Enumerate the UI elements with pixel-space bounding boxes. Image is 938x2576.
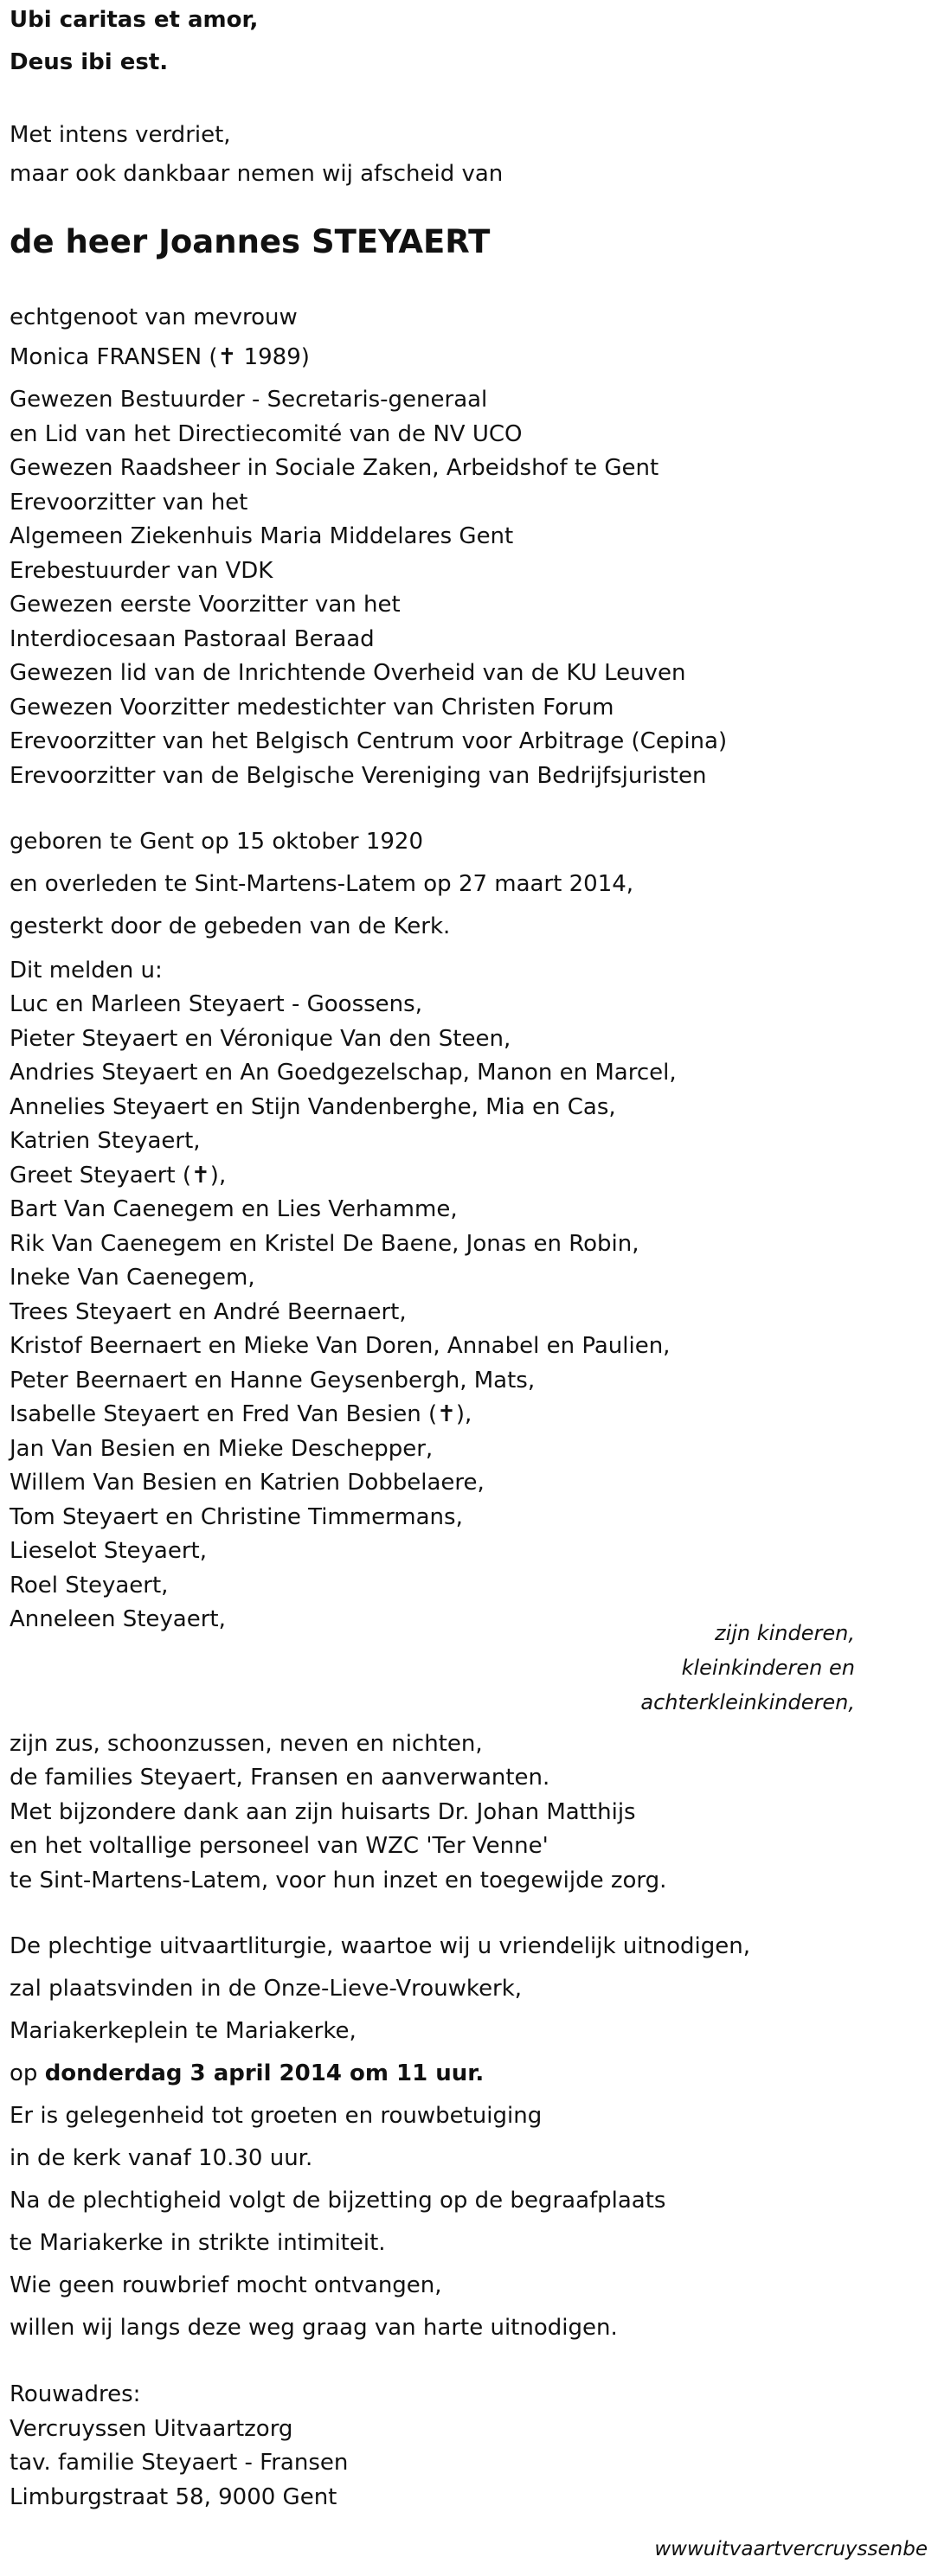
relatives-line: de families Steyaert, Fransen en aanverwanten. <box>10 1765 550 1791</box>
function-line: Algemeen Ziekenhuis Maria Middelares Gent <box>10 523 514 549</box>
function-line: Erevoorzitter van het <box>10 490 248 516</box>
family-line: Anneleen Steyaert, <box>10 1606 226 1632</box>
greeting-line: in de kerk vanaf 10.30 uur. <box>10 2145 313 2171</box>
function-line: Gewezen Raadsheer in Sociale Zaken, Arbeidshof te Gent <box>10 455 659 481</box>
function-line: Gewezen eerste Voorzitter van het <box>10 592 401 618</box>
family-line: Andries Steyaert en An Goedgezelschap, Manon en Marcel, <box>10 1060 677 1086</box>
spouse-line-2: Monica FRANSEN (✝ 1989) <box>10 344 310 370</box>
family-line: Ineke Van Caenegem, <box>10 1265 255 1291</box>
thanks-line: en het voltallige personeel van WZC 'Ter Venne' <box>10 1833 549 1859</box>
function-line: Gewezen lid van de Inrichtende Overheid van de KU Leuven <box>10 660 686 686</box>
function-line: Erevoorzitter van de Belgische Vereniging van Bedrijfsjuristen <box>10 763 707 789</box>
family-line: Pieter Steyaert en Véronique Van den Steen, <box>10 1026 511 1052</box>
intro-line-2: maar ook dankbaar nemen wij afscheid van <box>10 161 504 187</box>
invitation-line: willen wij langs deze weg graag van harte uitnodigen. <box>10 2315 618 2341</box>
family-line: Bart Van Caenegem en Lies Verhamme, <box>10 1196 458 1222</box>
function-line: en Lid van het Directiecomité van de NV UCO <box>10 421 523 447</box>
family-line: Willem Van Besien en Katrien Dobbelaere, <box>10 1470 485 1496</box>
intro-line-1: Met intens verdriet, <box>10 122 231 148</box>
function-line: Erevoorzitter van het Belgisch Centrum voor Arbitrage (Cepina) <box>10 728 728 754</box>
family-line: Rik Van Caenegem en Kristel De Baene, Jonas en Robin, <box>10 1231 639 1257</box>
family-line: Jan Van Besien en Mieke Deschepper, <box>10 1436 434 1462</box>
family-line: Kristof Beernaert en Mieke Van Doren, Annabel en Paulien, <box>10 1333 671 1359</box>
family-line: Annelies Steyaert en Stijn Vandenberghe, Mia en Cas, <box>10 1094 616 1120</box>
church-line: gesterkt door de gebeden van de Kerk. <box>10 913 451 939</box>
invitation-line: Wie geen rouwbrief mocht ontvangen, <box>10 2272 442 2298</box>
relation-line-1: zijn kinderen, <box>714 1621 855 1645</box>
address-line: Vercruyssen Uitvaartzorg <box>10 2416 293 2442</box>
funeral-line: zal plaatsvinden in de Onze-Lieve-Vrouwkerk, <box>10 1976 523 2002</box>
thanks-line: Met bijzondere dank aan zijn huisarts Dr. Johan Matthijs <box>10 1799 636 1825</box>
family-line: Isabelle Steyaert en Fred Van Besien (✝), <box>10 1401 472 1427</box>
family-line: Roel Steyaert, <box>10 1573 169 1599</box>
function-line: Gewezen Bestuurder - Secretaris-generaal <box>10 387 488 413</box>
funeral-date: donderdag 3 april 2014 om 11 uur. <box>44 2060 485 2086</box>
family-line: Luc en Marleen Steyaert - Goossens, <box>10 991 422 1017</box>
deceased-name: de heer Joannes STEYAERT <box>10 223 491 260</box>
motto-line-2: Deus ibi est. <box>10 49 169 75</box>
family-line: Peter Beernaert en Hanne Geysenbergh, Mats, <box>10 1368 536 1394</box>
spouse-line-1: echtgenoot van mevrouw <box>10 304 298 330</box>
greeting-line: Er is gelegenheid tot groeten en rouwbetuiging <box>10 2103 543 2129</box>
burial-line: Na de plechtigheid volgt de bijzetting op de begraafplaats <box>10 2188 666 2214</box>
family-intro: Dit melden u: <box>10 958 163 984</box>
thanks-line: te Sint-Martens-Latem, voor hun inzet en toegewijde zorg. <box>10 1868 667 1894</box>
funeral-line: De plechtige uitvaartliturgie, waartoe wij u vriendelijk uitnodigen, <box>10 1933 751 1959</box>
function-line: Erebestuurder van VDK <box>10 558 273 584</box>
relation-line-2: kleinkinderen en <box>681 1656 855 1680</box>
website-link[interactable]: wwwuitvaartvercruyssenbe <box>654 2538 928 2560</box>
function-line: Interdiocesaan Pastoraal Beraad <box>10 626 375 652</box>
funeral-line: Mariakerkeplein te Mariakerke, <box>10 2018 357 2044</box>
funeral-date-prefix: op <box>10 2060 45 2086</box>
function-line: Gewezen Voorzitter medestichter van Christen Forum <box>10 695 614 721</box>
address-line: tav. familie Steyaert - Fransen <box>10 2450 349 2476</box>
address-line: Limburgstraat 58, 9000 Gent <box>10 2484 337 2510</box>
burial-line: te Mariakerke in strikte intimiteit. <box>10 2230 386 2256</box>
family-line: Katrien Steyaert, <box>10 1128 201 1154</box>
funeral-date-line <box>10 2060 484 2086</box>
death-line: en overleden te Sint-Martens-Latem op 27 maart 2014, <box>10 871 634 897</box>
motto-line-1: Ubi caritas et amor, <box>10 7 259 33</box>
relation-line-3: achterkleinkinderen, <box>640 1690 855 1714</box>
family-line: Greet Steyaert (✝), <box>10 1163 227 1189</box>
address-label: Rouwadres: <box>10 2381 141 2407</box>
family-line: Tom Steyaert en Christine Timmermans, <box>10 1504 463 1530</box>
family-line: Trees Steyaert en André Beernaert, <box>10 1299 407 1325</box>
relatives-line: zijn zus, schoonzussen, neven en nichten, <box>10 1731 483 1757</box>
birth-line: geboren te Gent op 15 oktober 1920 <box>10 829 424 855</box>
family-line: Lieselot Steyaert, <box>10 1538 207 1564</box>
